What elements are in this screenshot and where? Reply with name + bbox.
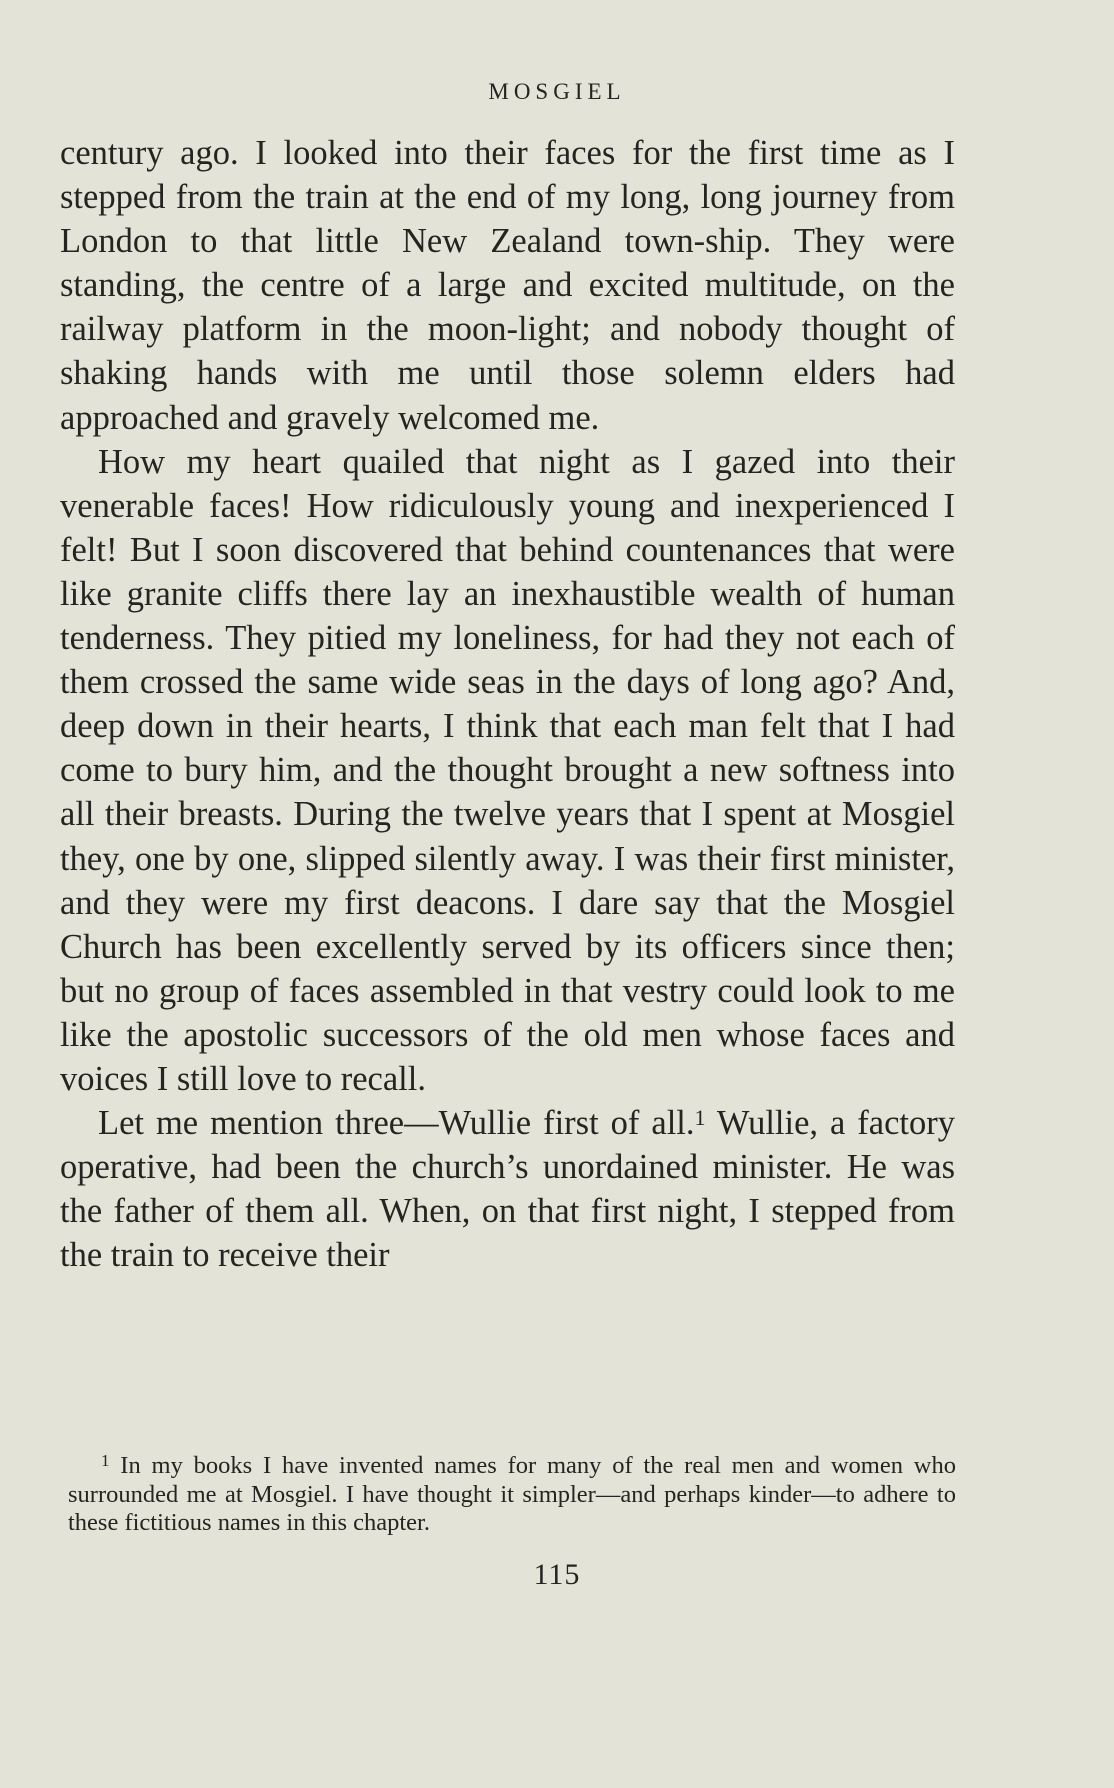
paragraph-3 <box>60 1101 955 1277</box>
page-number: 115 <box>533 1558 581 1591</box>
running-head: MOSGIEL <box>488 79 626 104</box>
footnote-marker: 1 <box>101 1451 110 1470</box>
footnote <box>68 1452 956 1538</box>
footnote-text: In my books I have invented names for many of the real men and women who surrounded me at Mosgiel. I have thought it simpler—and perhaps kinder—to adhere to these fictitious names in this chapter. <box>68 1452 956 1537</box>
paragraph-1: century ago. I looked into their faces for the first time as I stepped from the train at the end of my long, long journey from London to that little New Zealand town-ship. They were standing, the centre of a large and excited multitude, on the railway platform in the moon-light; and nobody thought of shaking hands with me until those solemn elders had approached and gravely welcomed me. <box>60 134 955 437</box>
paragraph-3-text-start: Let me mention three—Wullie first of all. <box>98 1104 695 1143</box>
footnote-reference[interactable]: 1 <box>694 1105 706 1131</box>
body-text <box>60 131 955 1277</box>
paragraph-3-text-end: Wullie, a factory operative, had been the church’s unordained minister. He was the father of them all. When, on that first night, I stepped from the train to receive their <box>60 1104 955 1275</box>
paragraph-2: How my heart quailed that night as I gazed into their venerable faces! How ridiculously young and inexperienced I felt! But I soon discovered that behind countenances that were like granite cliffs there lay an inexhaustible wealth of human tenderness. They pitied my loneliness, for had they not each of them crossed the same wide seas in the days of long ago? And, deep down in their hearts, I think that each man felt that I had come to bury him, and the thought brought a new softness into all their breasts. During the twelve years that I spent at Mosgiel they, one by one, slipped silently away. I was their first minister, and they were my first deacons. I dare say that the Mosgiel Church has been excellently served by its officers since then; but no group of faces assembled in that vestry could look to me like the apostolic successors of the old men whose faces and voices I still love to recall. <box>60 442 955 1098</box>
footnote-text-block <box>68 1452 956 1538</box>
